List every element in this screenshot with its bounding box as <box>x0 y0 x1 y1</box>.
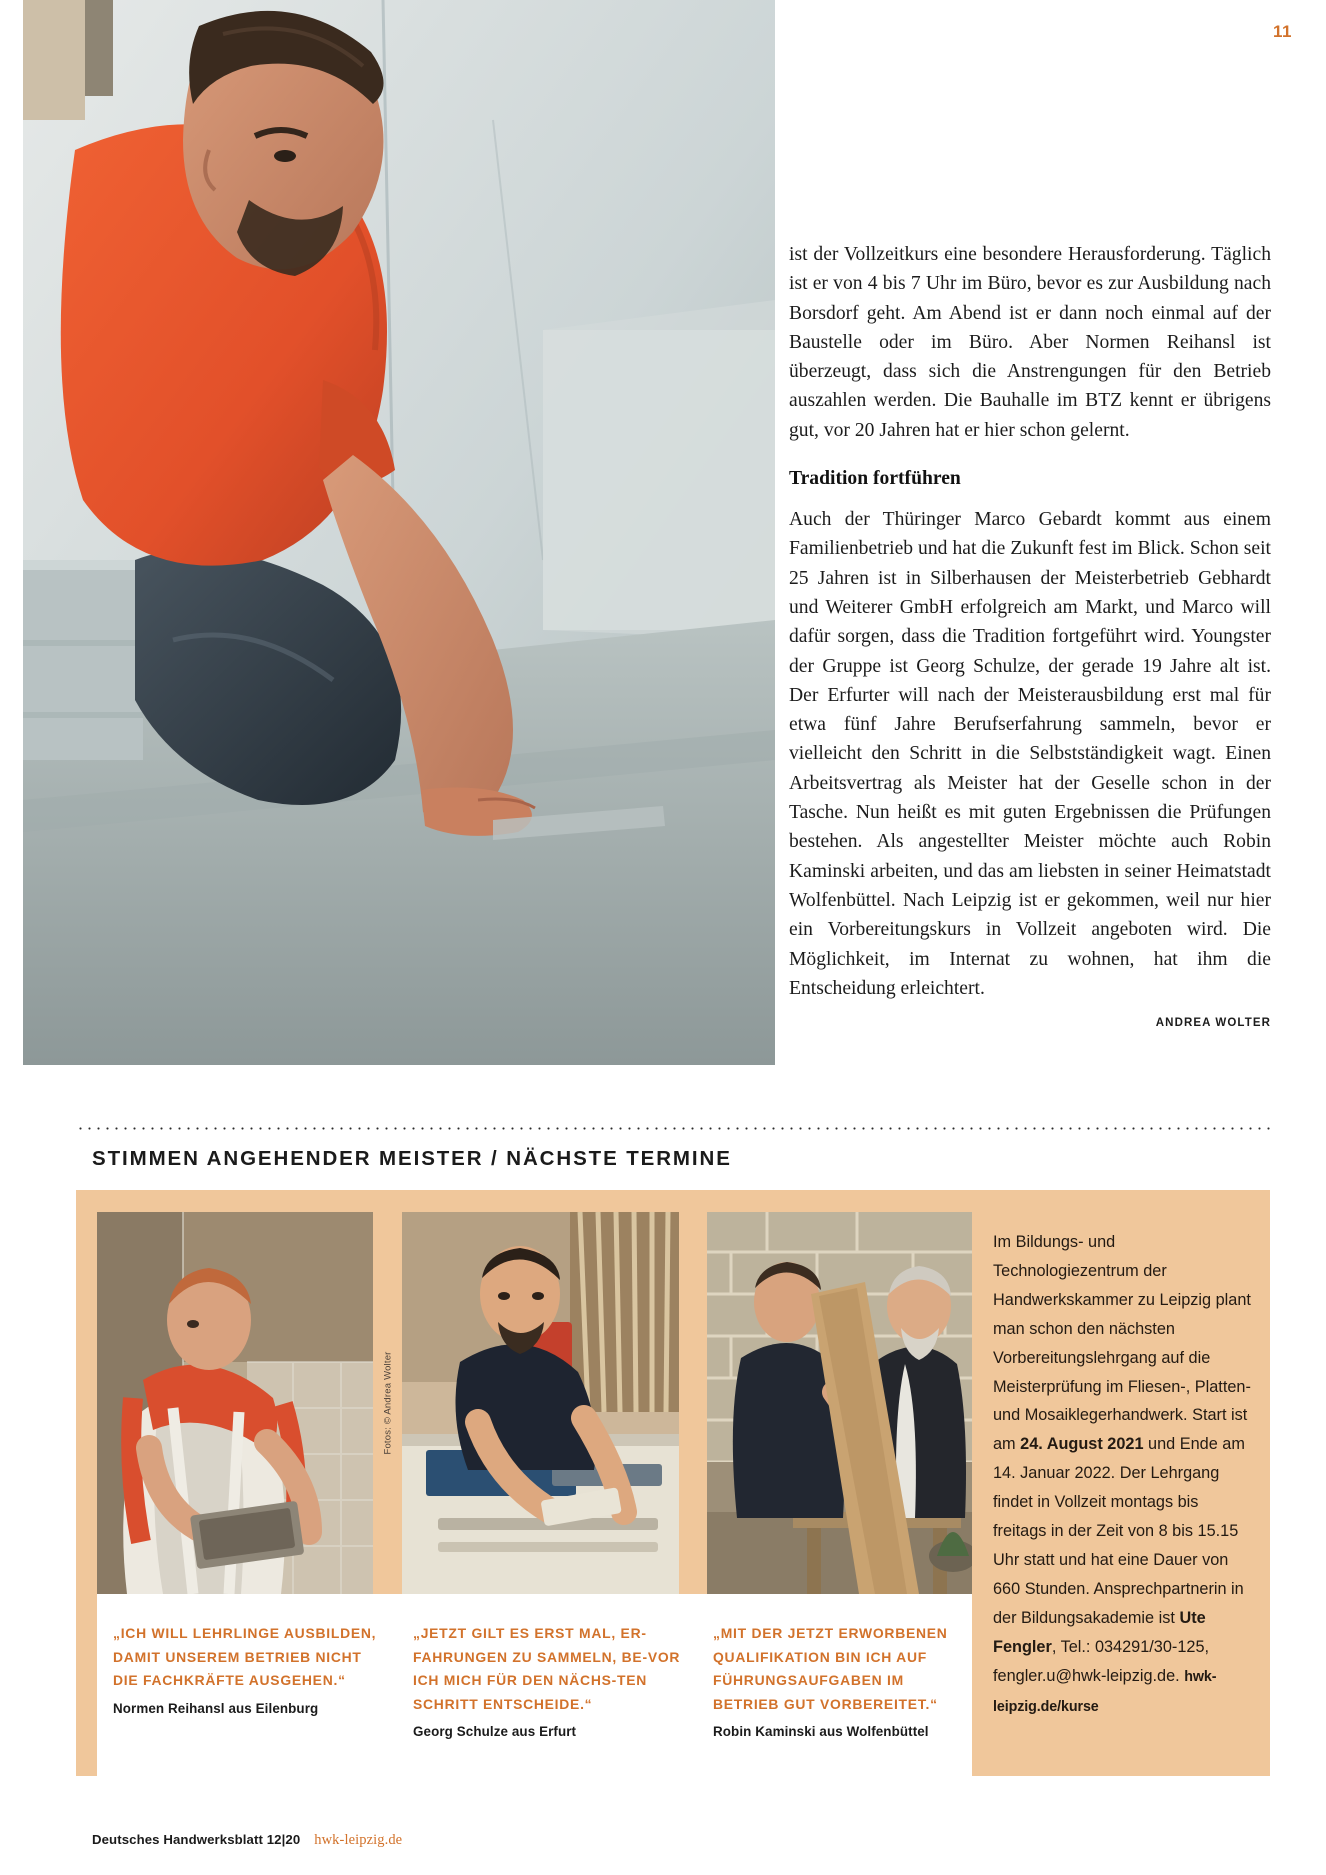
photo-gap <box>679 1212 707 1594</box>
footer-publication: Deutsches Handwerksblatt 12|20 <box>92 1832 301 1847</box>
photo-strip <box>97 1212 972 1594</box>
photo-robin-kaminski <box>707 1212 972 1594</box>
photo-1-illustration <box>97 1212 373 1594</box>
sidebar-contact-name: Ute Fengler <box>993 1608 1206 1656</box>
quote-attribution-2: Georg Schulze aus Erfurt <box>413 1724 577 1739</box>
photo-credit: Fotos: © Andrea Wolter <box>382 1351 393 1455</box>
sidebar-start-date: 24. August 2021 <box>1020 1435 1144 1454</box>
sidebar-part-2: und Ende am 14. Januar 2022. Der Lehrgang findet in Vollzeit montags bis freitags in der Zeit von 8 bis 15.15 Uhr statt und hat eine Dauer von 660 Stunden. Ansprechpartnerin in der Bildungsakademie ist <box>993 1435 1245 1627</box>
section-heading: STIMMEN ANGEHENDER MEISTER / NÄCHSTE TERMINE <box>92 1147 732 1170</box>
quote-box <box>97 1594 972 1776</box>
hero-photo-illustration <box>23 0 775 1065</box>
article-paragraph-1: ist der Vollzeitkurs eine besondere Herausforderung. Täglich ist er von 4 bis 7 Uhr im Büro, bevor es zur Ausbildung nach Borsdorf geht. Am Abend ist er dann noch einmal auf der Baustelle oder im Büro. Aber Normen Reihansl ist überzeugt, dass sich die Anstrengungen für den Betrieb auszahlen werden. Die Bauhalle im BTZ kennt er übrigens gut, vor 20 Jahren hat er hier schon gelernt. <box>789 244 1271 441</box>
sidebar-part-3: , Tel.: 034291/30-125, fengler.u@hwk-leipzig.de. <box>993 1637 1210 1685</box>
footer-url[interactable]: hwk-leipzig.de <box>314 1832 403 1848</box>
quote-cell-2 <box>397 1594 697 1776</box>
article-byline: ANDREA WOLTER <box>1155 1017 1271 1030</box>
page-footer <box>92 1832 402 1849</box>
page-number: 11 <box>1273 22 1292 41</box>
quote-text-2: „JETZT GILT ES ERST MAL, ER-FAHRUNGEN ZU SAMMELN, BE-VOR ICH MICH FÜR DEN NÄCHS-TEN SCHRITT ENTSCHEIDE.“ <box>413 1625 681 1712</box>
sidebar-part-1: Im Bildungs- und Technologiezentrum der Handwerkskammer zu Leipzig plant man schon den nächsten Vorbereitungslehrgang auf die Meisterprüfung im Fliesen-, Platten- und Mosaiklegerhandwerk. Start ist am <box>993 1233 1251 1454</box>
dotted-divider <box>76 1127 1270 1130</box>
quote-cell-3 <box>697 1594 972 1776</box>
article-column <box>789 240 1271 1029</box>
quote-attribution-3: Robin Kaminski aus Wolfenbüttel <box>713 1724 929 1739</box>
photo-normen-reihansl <box>97 1212 373 1594</box>
photo-3-illustration <box>707 1212 972 1594</box>
article-subheading: Tradition fortführen <box>789 468 961 490</box>
photo-georg-schulze <box>402 1212 679 1594</box>
sidebar-info-text <box>993 1228 1251 1721</box>
photo-2-illustration <box>402 1212 679 1594</box>
quote-attribution-1: Normen Reihansl aus Eilenburg <box>113 1700 319 1716</box>
photo-credit-gap <box>373 1212 402 1594</box>
quote-cell-1 <box>97 1594 397 1776</box>
quote-text-3: „MIT DER JETZT ERWORBENEN QUALIFIKATION BIN ICH AUF FÜHRUNGSAUFGABEN IM BETRIEB GUT VORBEREITET.“ <box>713 1625 948 1712</box>
article-paragraph-2: Auch der Thüringer Marco Gebardt kommt aus einem Familienbetrieb und hat die Zukunft fest im Blick. Schon seit 25 Jahren ist in Silberhausen der Meisterbetrieb Gebhardt und Weiterer GmbH erfolgreich am Markt, und Marco will dafür sorgen, dass die Tradition fortgeführt wird. Youngster der Gruppe ist Georg Schulze, der gerade 19 Jahre alt ist. Der Erfurter will nach der Meisterausbildung erst mal für etwa fünf Jahre Berufserfahrung sammeln, bevor er vielleicht den Schritt in die Selbstständigkeit wagt. Einen Arbeitsvertrag als Meister hat der Geselle schon in der Tasche. Nun heißt es mit guten Ergebnissen die Prüfungen bestehen. Als angestellter Meister möchte auch Robin Kaminski arbeiten, und das am liebsten in seiner Heimatstadt Wolfenbüttel. Nach Leipzig ist er gekommen, weil nur hier ein Vorbereitungskurs in Vollzeit angeboten wird. Die Möglichkeit, im Internat zu wohnen, hat ihm die Entscheidung erleichtert. <box>789 509 1271 999</box>
quote-text-1: „ICH WILL LEHRLINGE AUSBILDEN, DAMIT UNSEREM BETRIEB NICHT DIE FACHKRÄFTE AUSGEHEN.“ <box>113 1625 377 1688</box>
hero-photo <box>23 0 775 1065</box>
sidebar-course-url[interactable]: hwk-leipzig.de/kurse <box>993 1668 1217 1715</box>
